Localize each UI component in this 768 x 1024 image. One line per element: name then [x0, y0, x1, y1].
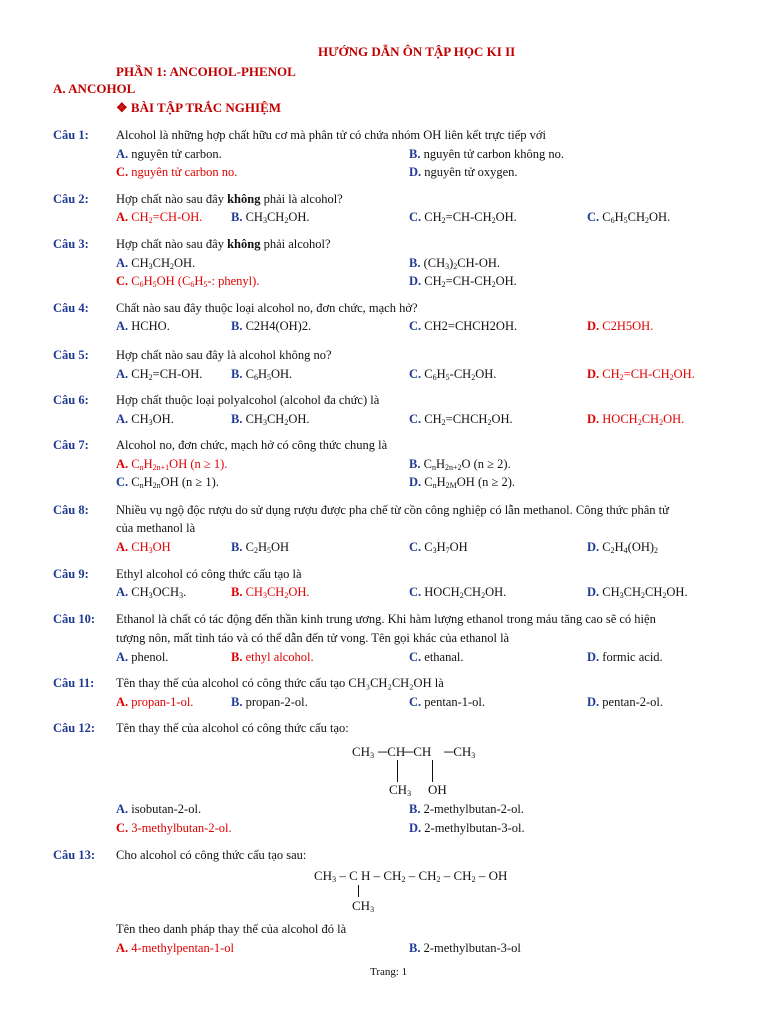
question-number: Câu 5: — [53, 348, 89, 362]
question-stem: Ethyl alcohol có công thức cấu tạo là — [116, 567, 302, 581]
section-heading: A. ANCOHOL — [53, 81, 136, 96]
question-stem: Cho alcohol có công thức cấu tạo sau: — [116, 848, 307, 862]
option-c: C. ethanal. — [409, 650, 464, 664]
exercise-heading: ❖ BÀI TẬP TRẮC NGHIỆM — [116, 100, 282, 115]
question-number: Câu 1: — [53, 128, 89, 142]
question-stem: Hợp chất thuộc loại polyalcohol (alcohol đa chức) là — [116, 393, 380, 407]
question-number: Câu 7: — [53, 438, 89, 452]
part-heading: PHẦN 1: ANCOHOL-PHENOL — [116, 64, 296, 79]
structural-formula: $CH_3$ ─CH ─CH $─CH_3$ $CH_3$ OH — [352, 744, 476, 798]
option-a: A. nguyên tử carbon. — [116, 147, 222, 161]
option-c: C. $C_6H_5-CH_2OH$. — [409, 367, 497, 382]
option-a-correct: A. $C_nH_{2n+1}OH$ (n ≥ 1). — [116, 457, 228, 472]
option-c-correct: C. nguyên tử carbon no. — [116, 165, 238, 179]
question-stem: Hợp chất nào sau đây không phải alcohol? — [116, 237, 331, 251]
question-stem: Hợp chất nào sau đây là alcohol không no? — [116, 348, 332, 362]
option-d: C. $C_6H_5CH_2OH$. — [587, 210, 671, 225]
option-c: C. CH2=CHCH2OH. — [409, 319, 518, 333]
question-stem-cont: Tên theo danh pháp thay thế của alcohol đó là — [116, 922, 347, 936]
option-b: B. $CH_3CH_2OH$. — [231, 412, 310, 427]
question-stem: Ethanol là chất có tác động đến thần kinh trung ương. Khi hàm lượng ethanol trong máu tăng cao sẽ có hiện — [116, 612, 656, 626]
option-d: D. $C_nH_{2M}OH$ (n ≥ 2). — [409, 475, 516, 490]
structural-formula: $CH_3$ – C H – $CH_2 - CH_2 - CH_2$ – OH $CH_3$ — [314, 868, 508, 914]
option-d: D. $CH_2=CH-CH_2OH$. — [409, 274, 517, 289]
option-a: A. $CH_3OH$. — [116, 412, 174, 427]
option-d: D. $C_2H_4(OH)_2$ — [587, 540, 659, 555]
question-stem: Tên thay thế của alcohol có công thức cấu tạo: — [116, 721, 349, 735]
option-b: B. $(CH_3)_2CH-OH$. — [409, 256, 501, 271]
question-number: Câu 8: — [53, 503, 89, 517]
page-number: Trang: 1 — [370, 966, 408, 978]
option-b: B. $C_2H_5OH$ — [231, 540, 290, 555]
option-d: D. $CH_3CH_2CH_2OH$. — [587, 585, 688, 600]
option-a: A. isobutan-2-ol. — [116, 802, 202, 816]
option-a: A. HCHO. — [116, 319, 170, 333]
option-a-correct: A. propan-1-ol. — [116, 695, 194, 709]
question-number: Câu 10: — [53, 612, 96, 626]
option-c: C. pentan-1-ol. — [409, 695, 486, 709]
question-number: Câu 3: — [53, 237, 89, 251]
option-b: B. 2-methylbutan-3-ol — [409, 941, 521, 955]
option-a: A. $CH_3OCH_3$. — [116, 585, 187, 600]
option-c: C. $HOCH_2CH_2OH$. — [409, 585, 507, 600]
option-a: A. phenol. — [116, 650, 169, 664]
option-d-correct: D. $HOCH_2CH_2OH$. — [587, 412, 685, 427]
question-stem: Nhiều vụ ngộ độc rượu do sử dụng rượu được pha chế từ cồn công nghiệp có lẫn methanol. Công thức phân tử — [116, 503, 669, 517]
question-number: Câu 9: — [53, 567, 89, 581]
option-c: C. $CH_2=CH-CH_2OH$. — [409, 210, 517, 225]
question-stem: Alcohol no, đơn chức, mạch hở có công thức chung là — [116, 438, 388, 452]
option-c: C. $CH_2=CHCH_2OH$. — [409, 412, 513, 427]
question-stem: Hợp chất nào sau đây không phải là alcohol? — [116, 192, 343, 206]
option-b-correct: B. ethyl alcohol. — [231, 650, 314, 664]
question-stem-cont: của methanol là — [116, 521, 196, 535]
option-d: D. formic acid. — [587, 650, 663, 664]
question-number: Câu 6: — [53, 393, 89, 407]
question-number: Câu 13: — [53, 848, 96, 862]
option-b: B. C2H4(OH)2. — [231, 319, 312, 333]
question-number: Câu 12: — [53, 721, 96, 735]
option-d-correct: D. C2H5OH. — [587, 319, 654, 333]
option-c-correct: C. 3-methylbutan-2-ol. — [116, 821, 232, 835]
option-a: A. $CH_3CH_2OH$. — [116, 256, 196, 271]
option-b: B. $CH_3CH_2OH$. — [231, 210, 310, 225]
question-stem: Alcohol là những hợp chất hữu cơ mà phân tử có chứa nhóm OH liên kết trực tiếp với — [116, 128, 546, 142]
option-d: D. pentan-2-ol. — [587, 695, 664, 709]
option-c-correct: C. $C_6H_5OH$ ($C_6H_5-$: phenyl). — [116, 274, 260, 289]
option-b: B. $C_6H_5OH$. — [231, 367, 293, 382]
question-stem-cont: tượng nôn, mất tỉnh táo và có thể dẫn đến tử vong. Tên gọi khác của ethanol là — [116, 631, 510, 645]
option-d: D. nguyên tử oxygen. — [409, 165, 518, 179]
option-b: B. propan-2-ol. — [231, 695, 308, 709]
option-a-correct: A. 4-methylpentan-1-ol — [116, 941, 235, 955]
option-b-correct: B. $CH_3CH_2OH$. — [231, 585, 310, 600]
question-number: Câu 4: — [53, 301, 89, 315]
page-title: HƯỚNG DẪN ÔN TẬP HỌC KI II — [318, 44, 516, 59]
option-a: A. $CH_2=CH-OH$. — [116, 367, 203, 382]
option-a-correct: A. $CH_3OH$ — [116, 540, 171, 555]
option-a-correct: A. $CH_2=CH-OH$. — [116, 210, 203, 225]
option-d-correct: D. $CH_2=CH-CH_2OH$. — [587, 367, 695, 382]
question-stem: Tên thay thế của alcohol có công thức cấu tạo CH₃CH₂CH₂OH là — [116, 676, 444, 690]
question-number: Câu 2: — [53, 192, 89, 206]
option-b: B. nguyên tử carbon không no. — [409, 147, 565, 161]
option-b: B. 2-methylbutan-2-ol. — [409, 802, 524, 816]
option-c: C. $C_3H_7OH$ — [409, 540, 468, 555]
option-c: C. $C_nH_{2n}OH$ (n ≥ 1). — [116, 475, 219, 490]
option-b: B. $C_nH_{2n+2}O$ (n ≥ 2). — [409, 457, 511, 472]
question-number: Câu 11: — [53, 676, 95, 690]
question-stem: Chất nào sau đây thuộc loại alcohol no, đơn chức, mạch hở? — [116, 301, 418, 315]
option-d: D. 2-methylbutan-3-ol. — [409, 821, 525, 835]
